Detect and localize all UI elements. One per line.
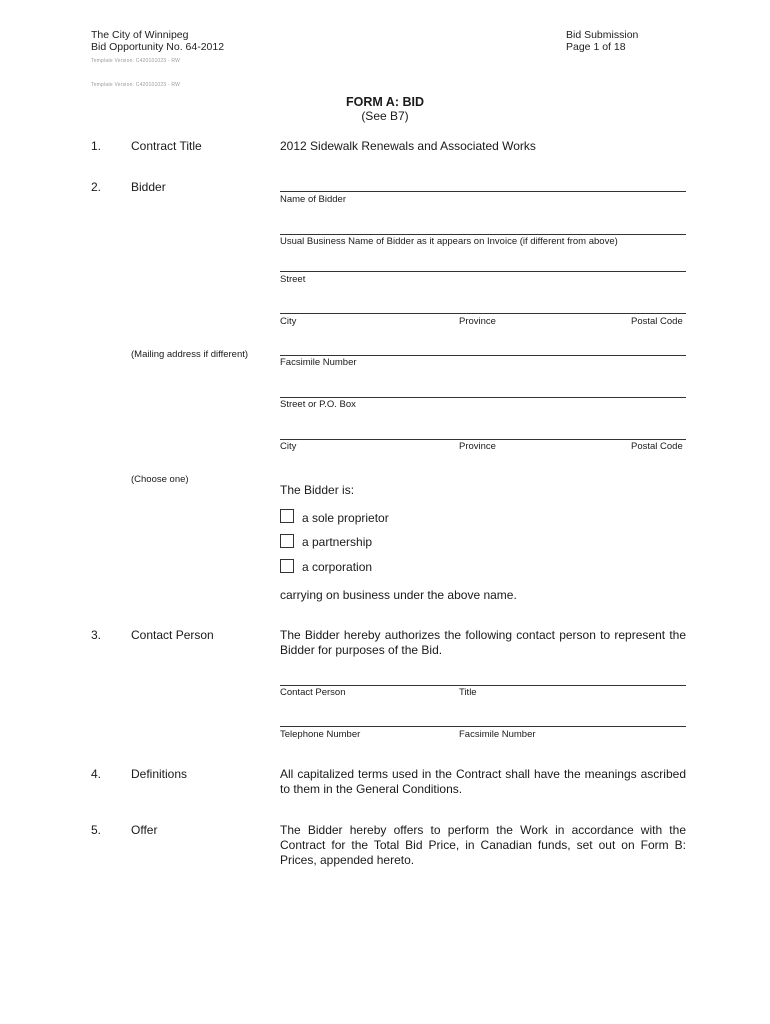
name-of-bidder-line[interactable] xyxy=(280,191,686,192)
telephone-facsimile-line[interactable] xyxy=(280,726,686,727)
contact-person-title-line[interactable] xyxy=(280,685,686,686)
corporation-label: a corporation xyxy=(302,560,373,574)
contract-title-value: 2012 Sidewalk Renewals and Associated Works xyxy=(280,139,536,153)
city-label: City xyxy=(280,316,297,327)
street-label: Street xyxy=(280,274,306,285)
facsimile-number-line[interactable] xyxy=(280,355,686,356)
telephone-number-label: Telephone Number xyxy=(280,729,361,740)
section-4-number: 4. xyxy=(91,767,102,781)
mailing-postal-code-label: Postal Code xyxy=(631,441,683,452)
usual-business-name-label: Usual Business Name of Bidder as it appears on Invoice (if different from above) xyxy=(280,236,618,247)
template-version-2: Template Version: C420101023 - RW xyxy=(91,82,181,88)
facsimile-number-label: Facsimile Number xyxy=(280,357,357,368)
mailing-address-note: (Mailing address if different) xyxy=(131,349,249,360)
bidder-is-label: The Bidder is: xyxy=(280,483,355,497)
title-label: Title xyxy=(459,687,477,698)
definitions-text: All capitalized terms used in the Contract shall have the meanings ascribed to them in the General Conditions. xyxy=(280,767,686,796)
name-of-bidder-label: Name of Bidder xyxy=(280,194,347,205)
province-label: Province xyxy=(459,316,496,327)
form-title: FORM A: BID xyxy=(346,95,424,109)
header-city: The City of Winnipeg xyxy=(91,29,189,41)
sole-proprietor-label: a sole proprietor xyxy=(302,511,389,525)
mailing-province-label: Province xyxy=(459,441,496,452)
template-version-1: Template Version: C420101023 - RW xyxy=(91,58,181,64)
sole-proprietor-checkbox[interactable] xyxy=(280,509,294,523)
section-3-label: Contact Person xyxy=(131,628,214,642)
city-province-postal-line[interactable] xyxy=(280,313,686,314)
section-5-number: 5. xyxy=(91,823,102,837)
street-po-box-line[interactable] xyxy=(280,397,686,398)
usual-business-name-line[interactable] xyxy=(280,234,686,235)
corporation-checkbox[interactable] xyxy=(280,559,294,573)
postal-code-label: Postal Code xyxy=(631,316,683,327)
contact-facsimile-label: Facsimile Number xyxy=(459,729,536,740)
header-bid-opportunity: Bid Opportunity No. 64-2012 xyxy=(91,41,225,53)
section-1-label: Contract Title xyxy=(131,139,202,153)
section-3-number: 3. xyxy=(91,628,102,642)
street-line[interactable] xyxy=(280,271,686,272)
header-bid-submission: Bid Submission xyxy=(566,29,639,41)
contact-person-label: Contact Person xyxy=(280,687,346,698)
section-2-number: 2. xyxy=(91,180,102,194)
street-po-box-label: Street or P.O. Box xyxy=(280,399,356,410)
contact-person-text: The Bidder hereby authorizes the following contact person to represent the Bidder for purposes of the Bid. xyxy=(280,628,686,657)
offer-text: The Bidder hereby offers to perform the Work in accordance with the Contract for the Total Bid Price, in Canadian funds, set out on Form B: Prices, appended hereto. xyxy=(280,823,686,867)
mailing-city-province-postal-line[interactable] xyxy=(280,439,686,440)
choose-one-note: (Choose one) xyxy=(131,474,189,485)
section-4-label: Definitions xyxy=(131,767,188,781)
section-2-label: Bidder xyxy=(131,180,166,194)
section-5-label: Offer xyxy=(131,823,158,837)
header-page-number: Page 1 of 18 xyxy=(566,41,626,53)
partnership-label: a partnership xyxy=(302,535,373,549)
section-1-number: 1. xyxy=(91,139,102,153)
form-subtitle: (See B7) xyxy=(361,109,409,123)
mailing-city-label: City xyxy=(280,441,297,452)
carrying-on-business-text: carrying on business under the above name. xyxy=(280,588,517,602)
partnership-checkbox[interactable] xyxy=(280,534,294,548)
